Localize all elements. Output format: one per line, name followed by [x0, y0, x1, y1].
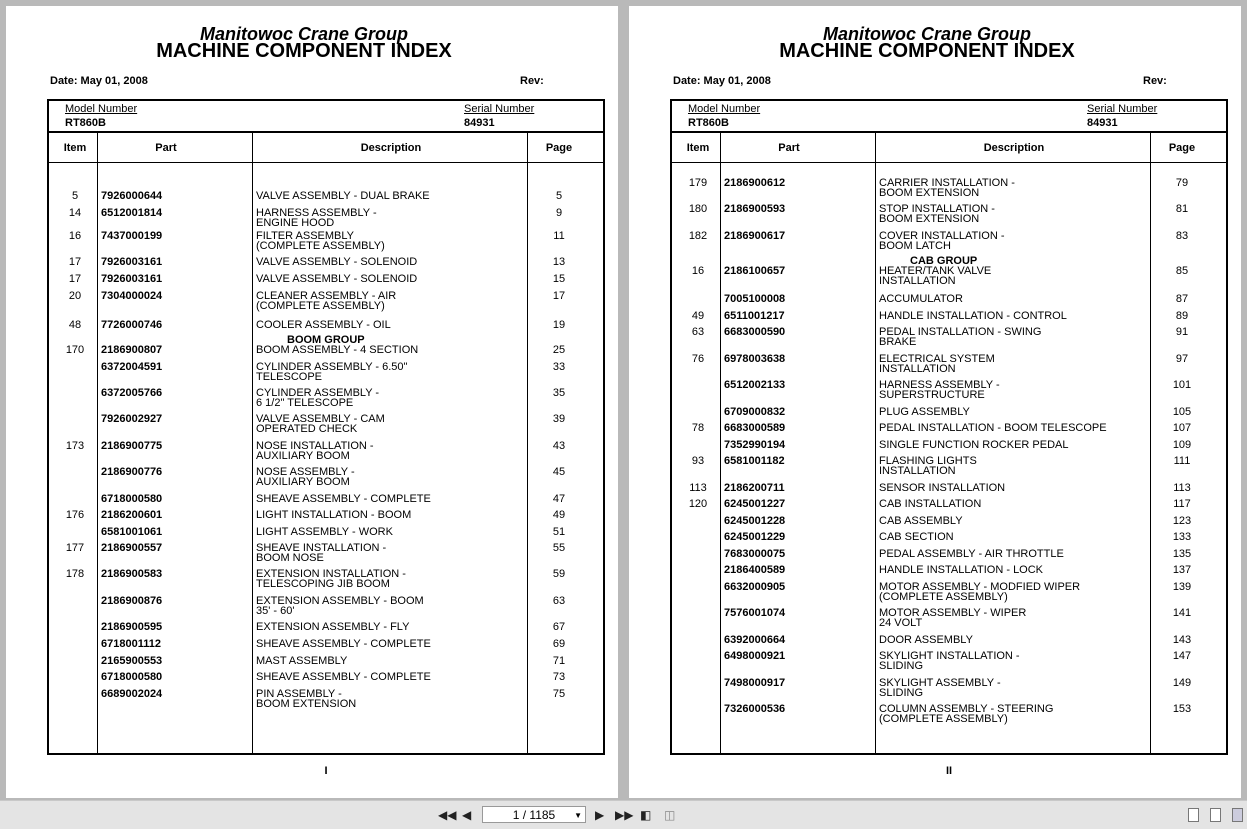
component-table	[47, 131, 605, 755]
description-line: BOOM LATCH	[879, 240, 951, 252]
rotate-icon[interactable]: ◧	[640, 808, 652, 822]
serial-number-value: 84931	[1087, 117, 1118, 129]
header-part: Part	[155, 142, 177, 154]
description-cell	[256, 467, 526, 487]
description-cell	[256, 510, 526, 520]
item-number: 170	[65, 344, 85, 356]
item-number: 182	[688, 230, 708, 242]
description-line: SLIDING	[879, 660, 924, 672]
description-line: HANDLE INSTALLATION - CONTROL	[879, 310, 1067, 322]
item-number: 180	[688, 203, 708, 215]
model-serial-box	[670, 99, 1228, 131]
page-reference: 141	[1172, 607, 1192, 619]
page-reference: 55	[552, 542, 566, 554]
description-cell	[879, 294, 1149, 304]
document-page-2	[629, 6, 1241, 798]
description-line: CYLINDER ASSEMBLY -	[256, 387, 380, 399]
description-cell	[879, 231, 1149, 251]
description-line: SENSOR INSTALLATION	[879, 482, 1006, 494]
page-reference: 15	[552, 273, 566, 285]
description-cell	[256, 441, 526, 461]
header-description: Description	[360, 142, 422, 154]
part-number: 2186900807	[101, 344, 163, 356]
description-cell	[256, 543, 526, 563]
page-reference: 149	[1172, 677, 1192, 689]
part-number: 7326000536	[724, 703, 786, 715]
description-cell	[256, 274, 526, 284]
part-number: 7304000024	[101, 290, 163, 302]
page-reference: 105	[1172, 406, 1192, 418]
description-cell	[256, 291, 526, 311]
description-cell	[256, 362, 526, 382]
page-reference: 75	[552, 688, 566, 700]
description-line: MOTOR ASSEMBLY - WIPER	[879, 607, 1027, 619]
description-cell	[879, 532, 1149, 542]
description-cell	[879, 327, 1149, 347]
description-line: TELESCOPING JIB BOOM	[256, 578, 390, 590]
page-reference: 101	[1172, 379, 1192, 391]
description-line: CAB SECTION	[879, 531, 954, 543]
description-line: VALVE ASSEMBLY - DUAL BRAKE	[256, 190, 430, 202]
description-line: SHEAVE ASSEMBLY - COMPLETE	[256, 493, 431, 505]
page-reference: 59	[552, 568, 566, 580]
page-reference: 17	[552, 290, 566, 302]
description-line: ELECTRICAL SYSTEM	[879, 353, 995, 365]
part-number: 2186900612	[724, 177, 786, 189]
page-reference: 137	[1172, 564, 1192, 576]
description-line: PLUG ASSEMBLY	[879, 406, 970, 418]
page-reference: 39	[552, 413, 566, 425]
description-line: PEDAL ASSEMBLY - AIR THROTTLE	[879, 548, 1064, 560]
description-cell	[879, 440, 1149, 450]
description-cell	[879, 483, 1149, 493]
page-reference: 71	[552, 655, 566, 667]
part-number: 2186900775	[101, 440, 163, 452]
page-reference: 133	[1172, 531, 1192, 543]
part-number: 6581001182	[724, 455, 785, 467]
page-reference: 87	[1175, 293, 1189, 305]
date-label: Date: May 01, 2008	[50, 75, 148, 87]
description-line: CARRIER INSTALLATION -	[879, 177, 1015, 189]
description-line: FILTER ASSEMBLY	[256, 230, 355, 242]
part-number: 6245001228	[724, 515, 786, 527]
part-number: 7352990194	[724, 439, 786, 451]
part-number: 6512002133	[724, 379, 786, 391]
description-cell	[256, 656, 526, 666]
description-cell	[879, 678, 1149, 698]
description-line: VALVE ASSEMBLY - CAM	[256, 413, 385, 425]
company-name: Manitowoc Crane Group	[199, 24, 408, 44]
page-reference: 111	[1173, 455, 1191, 467]
description-line: CLEANER ASSEMBLY - AIR	[256, 290, 397, 302]
part-number: 6709000832	[724, 406, 786, 418]
serial-number-label: Serial Number	[464, 103, 535, 115]
item-number: 5	[71, 190, 79, 202]
part-number: 2186900583	[101, 568, 163, 580]
model-number-label: Model Number	[65, 103, 138, 115]
item-number: 120	[688, 498, 708, 510]
part-number: 6372004591	[101, 361, 163, 373]
item-number: 17	[68, 273, 82, 285]
description-line: SHEAVE ASSEMBLY - COMPLETE	[256, 671, 431, 683]
description-line: CYLINDER ASSEMBLY - 6.50"	[256, 361, 408, 373]
description-line: SUPERSTRUCTURE	[879, 389, 985, 401]
page-reference: 79	[1175, 177, 1189, 189]
page-selector[interactable]	[482, 806, 586, 823]
part-number: 7437000199	[101, 230, 163, 242]
part-number: 6718000580	[101, 493, 163, 505]
description-line: SKYLIGHT ASSEMBLY -	[879, 677, 1001, 689]
description-cell	[256, 414, 526, 434]
description-cell	[256, 569, 526, 589]
item-number: 16	[691, 265, 705, 277]
description-line: EXTENSION ASSEMBLY - FLY	[256, 621, 410, 633]
index-title: MACHINE COMPONENT INDEX	[779, 40, 1075, 62]
part-number: 7498000917	[724, 677, 786, 689]
description-line: STOP INSTALLATION -	[879, 203, 995, 215]
description-line: BRAKE	[879, 336, 917, 348]
description-cell	[256, 596, 526, 616]
item-number: 178	[65, 568, 85, 580]
description-line: HARNESS ASSEMBLY -	[256, 207, 377, 219]
part-number: 6683000589	[724, 422, 786, 434]
description-line: 35' - 60'	[256, 605, 295, 617]
description-line: SLIDING	[879, 687, 924, 699]
page-reference: 63	[552, 595, 566, 607]
item-number: 63	[691, 326, 705, 338]
description-line: COOLER ASSEMBLY - OIL	[256, 319, 391, 331]
description-line: TELESCOPE	[256, 371, 323, 383]
description-line: ACCUMULATOR	[879, 293, 963, 305]
page-reference: 25	[552, 344, 566, 356]
part-number: 6978003638	[724, 353, 786, 365]
description-cell	[879, 407, 1149, 417]
group-heading: CAB GROUP	[910, 255, 978, 267]
description-line: 6 1/2" TELESCOPE	[256, 397, 354, 409]
company-name: Manitowoc Crane Group	[822, 24, 1031, 44]
part-number: 7576001074	[724, 607, 786, 619]
part-number: 6245001229	[724, 531, 786, 543]
page-reference: 107	[1172, 422, 1192, 434]
description-line: HARNESS ASSEMBLY -	[879, 379, 1000, 391]
header-page: Page	[545, 142, 573, 154]
description-line: (COMPLETE ASSEMBLY)	[256, 300, 385, 312]
page-reference: 43	[552, 440, 566, 452]
part-number: 6372005766	[101, 387, 163, 399]
page-reference: 73	[552, 671, 566, 683]
item-number: 20	[68, 290, 82, 302]
previous-page-icon[interactable]: ◀	[462, 808, 472, 822]
header-item: Item	[63, 142, 87, 154]
header-item: Item	[686, 142, 710, 154]
item-number: 113	[689, 482, 707, 494]
part-number: 7926000644	[101, 190, 163, 202]
model-number-label: Model Number	[688, 103, 761, 115]
viewer-toolbar	[0, 800, 1247, 829]
description-cell	[879, 608, 1149, 628]
page-reference: 97	[1175, 353, 1189, 365]
description-line: CAB INSTALLATION	[879, 498, 982, 510]
description-cell	[879, 582, 1149, 602]
part-number: 2186900776	[101, 466, 163, 478]
page-indicator: 1 / 1185	[512, 808, 556, 822]
page-reference: 67	[552, 621, 566, 633]
page-reference: 143	[1172, 634, 1192, 646]
description-cell	[879, 256, 1149, 286]
description-line: EXTENSION ASSEMBLY - BOOM	[256, 595, 424, 607]
item-number: 49	[691, 310, 705, 322]
description-line: INSTALLATION	[879, 275, 956, 287]
description-cell	[879, 354, 1149, 374]
page-reference: 5	[555, 190, 563, 202]
item-number: 14	[68, 207, 82, 219]
item-number: 48	[68, 319, 82, 331]
description-line: PEDAL INSTALLATION - SWING	[879, 326, 1042, 338]
part-number: 6498000921	[724, 650, 786, 662]
chevron-down-icon: ▼	[574, 811, 582, 820]
description-cell	[256, 320, 526, 330]
model-number-value: RT860B	[65, 117, 106, 129]
item-number: 17	[68, 256, 82, 268]
document-page-1	[6, 6, 618, 798]
page-reference: 33	[552, 361, 566, 373]
description-cell	[256, 208, 526, 228]
next-page-icon[interactable]: ▶	[595, 808, 605, 822]
page-reference: 91	[1175, 326, 1189, 338]
rev-label: Rev:	[1143, 75, 1167, 87]
page-reference: 153	[1172, 703, 1192, 715]
page-reference: 109	[1172, 439, 1192, 451]
description-cell	[256, 191, 526, 201]
part-number: 2186900617	[724, 230, 786, 242]
description-line: DOOR ASSEMBLY	[879, 634, 973, 646]
page-reference: 83	[1175, 230, 1189, 242]
description-cell	[879, 565, 1149, 575]
part-number: 7005100008	[724, 293, 786, 305]
part-number: 6718000580	[101, 671, 163, 683]
page-reference: 89	[1175, 310, 1189, 322]
description-cell	[256, 622, 526, 632]
description-cell	[256, 494, 526, 504]
part-number: 6512001814	[101, 207, 163, 219]
part-number: 2186100657	[724, 265, 786, 277]
continuous-view-icon[interactable]	[1210, 808, 1221, 822]
description-cell	[879, 204, 1149, 224]
description-cell	[256, 527, 526, 537]
description-line: HANDLE INSTALLATION - LOCK	[879, 564, 1044, 576]
description-line: BOOM EXTENSION	[879, 213, 980, 225]
description-cell	[879, 704, 1149, 724]
part-number: 6511001217	[724, 310, 785, 322]
description-line: OPERATED CHECK	[256, 423, 358, 435]
description-line: SHEAVE ASSEMBLY - COMPLETE	[256, 638, 431, 650]
description-line: CAB ASSEMBLY	[879, 515, 963, 527]
part-number: 2186200601	[101, 509, 163, 521]
page-reference: 69	[552, 638, 566, 650]
part-number: 2186400589	[724, 564, 786, 576]
description-line: MOTOR ASSEMBLY - MODFIED WIPER	[879, 581, 1081, 593]
description-line: BOOM ASSEMBLY - 4 SECTION	[256, 344, 419, 356]
model-serial-box	[47, 99, 605, 131]
page-reference: 9	[555, 207, 563, 219]
page-reference: 11	[553, 230, 565, 242]
description-line: VALVE ASSEMBLY - SOLENOID	[256, 256, 418, 268]
description-line: EXTENSION INSTALLATION -	[256, 568, 406, 580]
description-cell	[879, 380, 1149, 400]
page-reference: 35	[552, 387, 566, 399]
date-label: Date: May 01, 2008	[673, 75, 771, 87]
serial-number-label: Serial Number	[1087, 103, 1158, 115]
header-page: Page	[1168, 142, 1196, 154]
page-number: I	[324, 765, 328, 777]
description-line: AUXILIARY BOOM	[256, 450, 350, 462]
description-line: VALVE ASSEMBLY - SOLENOID	[256, 273, 418, 285]
part-number: 6689002024	[101, 688, 163, 700]
description-line: AUXILIARY BOOM	[256, 476, 350, 488]
model-number-value: RT860B	[688, 117, 729, 129]
item-number: 16	[68, 230, 82, 242]
part-number: 7926002927	[101, 413, 163, 425]
description-line: 24 VOLT	[879, 617, 923, 629]
description-line: BOOM NOSE	[256, 552, 324, 564]
description-cell	[879, 456, 1149, 476]
description-cell	[879, 499, 1149, 509]
part-number: 2186200711	[724, 482, 785, 494]
description-cell	[256, 335, 526, 355]
part-number: 7926003161	[101, 256, 163, 268]
group-heading: BOOM GROUP	[287, 334, 365, 346]
item-number: 78	[691, 422, 705, 434]
index-title: MACHINE COMPONENT INDEX	[156, 40, 452, 62]
page-reference: 147	[1172, 650, 1192, 662]
description-line: LIGHT INSTALLATION - BOOM	[256, 509, 412, 521]
page-reference: 117	[1173, 498, 1191, 510]
description-line: NOSE ASSEMBLY -	[256, 466, 355, 478]
item-number: 177	[65, 542, 85, 554]
description-line: FLASHING LIGHTS	[879, 455, 977, 467]
page-number: II	[945, 765, 953, 777]
page-reference: 123	[1172, 515, 1192, 527]
description-line: BOOM EXTENSION	[879, 187, 980, 199]
description-cell	[256, 639, 526, 649]
item-number: 93	[691, 455, 705, 467]
description-cell	[256, 257, 526, 267]
part-number: 2186900595	[101, 621, 163, 633]
page-reference: 81	[1175, 203, 1189, 215]
part-number: 2186900876	[101, 595, 163, 607]
description-cell	[879, 635, 1149, 645]
description-cell	[879, 549, 1149, 559]
page-reference: 113	[1173, 482, 1191, 494]
description-line: PEDAL INSTALLATION - BOOM TELESCOPE	[879, 422, 1107, 434]
description-line: COLUMN ASSEMBLY - STEERING	[879, 703, 1054, 715]
description-line: INSTALLATION	[879, 465, 956, 477]
part-number: 7683000075	[724, 548, 786, 560]
last-page-icon[interactable]: ▶▶	[615, 808, 634, 822]
description-cell	[256, 672, 526, 682]
two-page-view-icon[interactable]	[1232, 808, 1243, 822]
description-line: BOOM EXTENSION	[256, 698, 357, 710]
page-reference: 49	[552, 509, 566, 521]
part-number: 7726000746	[101, 319, 163, 331]
description-line: MAST ASSEMBLY	[256, 655, 348, 667]
copy-icon[interactable]: ◫	[664, 808, 676, 822]
description-line: PIN ASSEMBLY -	[256, 688, 342, 700]
description-cell	[879, 651, 1149, 671]
part-number: 7926003161	[101, 273, 163, 285]
page-reference: 47	[552, 493, 566, 505]
description-line: NOSE INSTALLATION -	[256, 440, 374, 452]
description-cell	[256, 689, 526, 709]
item-number: 179	[688, 177, 708, 189]
page-reference: 13	[552, 256, 566, 268]
description-line: COVER INSTALLATION -	[879, 230, 1005, 242]
part-number: 6718001112	[101, 638, 161, 650]
description-cell	[879, 423, 1149, 433]
part-number: 6392000664	[724, 634, 786, 646]
part-number: 2165900553	[101, 655, 163, 667]
page-reference: 135	[1172, 548, 1192, 560]
header-part: Part	[778, 142, 800, 154]
description-line: LIGHT ASSEMBLY - WORK	[256, 526, 393, 538]
description-line: ENGINE HOOD	[256, 217, 335, 229]
part-number: 2186900557	[101, 542, 163, 554]
description-cell	[879, 516, 1149, 526]
description-cell	[879, 178, 1149, 198]
part-number: 6245001227	[724, 498, 786, 510]
first-page-icon[interactable]: ◀◀	[438, 808, 457, 822]
description-line: SHEAVE INSTALLATION -	[256, 542, 387, 554]
description-line: SKYLIGHT INSTALLATION -	[879, 650, 1020, 662]
description-cell	[256, 231, 526, 251]
page-reference: 51	[552, 526, 566, 538]
item-number: 176	[65, 509, 85, 521]
part-number: 6683000590	[724, 326, 786, 338]
description-line: (COMPLETE ASSEMBLY)	[879, 591, 1008, 603]
description-line: INSTALLATION	[879, 363, 956, 375]
item-number: 173	[65, 440, 85, 452]
component-table	[670, 131, 1228, 755]
part-number: 6581001061	[101, 526, 163, 538]
part-number: 2186900593	[724, 203, 786, 215]
description-line: SINGLE FUNCTION ROCKER PEDAL	[879, 439, 1069, 451]
header-description: Description	[983, 142, 1045, 154]
description-line: (COMPLETE ASSEMBLY)	[879, 713, 1008, 725]
page-reference: 45	[552, 466, 566, 478]
description-cell	[256, 388, 526, 408]
description-line: (COMPLETE ASSEMBLY)	[256, 240, 385, 252]
part-number: 6632000905	[724, 581, 786, 593]
item-number: 76	[691, 353, 705, 365]
page-reference: 85	[1175, 265, 1189, 277]
single-page-view-icon[interactable]	[1188, 808, 1199, 822]
page-reference: 139	[1172, 581, 1192, 593]
description-cell	[879, 311, 1149, 321]
description-line: HEATER/TANK VALVE	[879, 265, 992, 277]
page-reference: 19	[552, 319, 566, 331]
serial-number-value: 84931	[464, 117, 495, 129]
rev-label: Rev:	[520, 75, 544, 87]
